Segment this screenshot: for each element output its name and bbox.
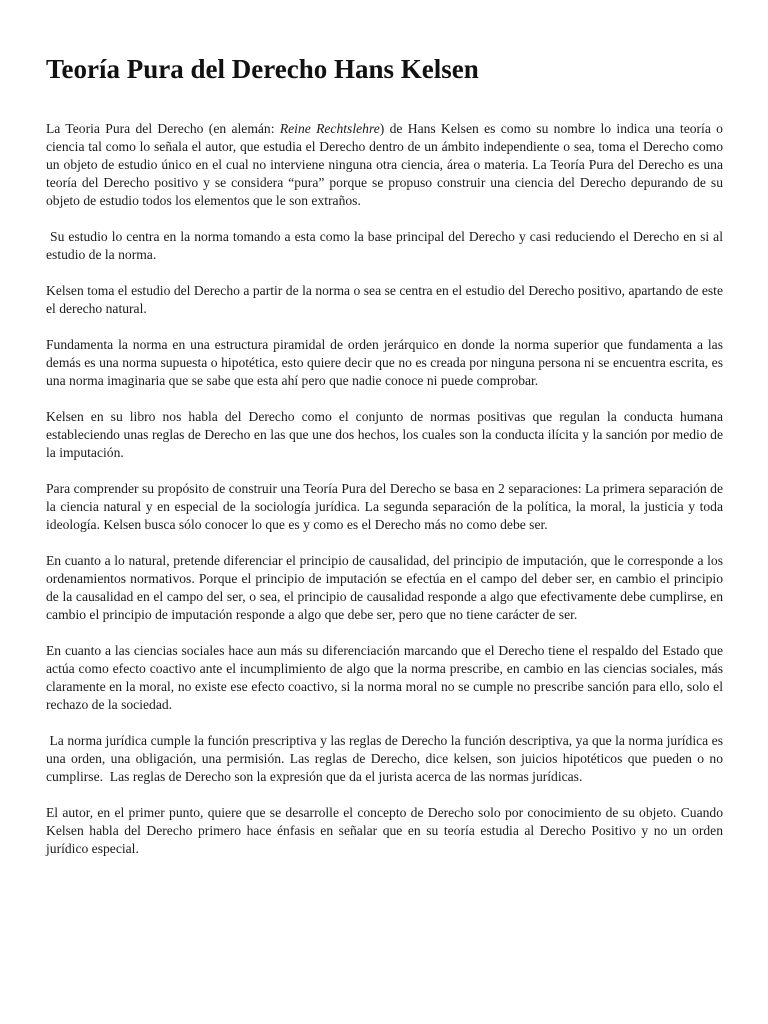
paragraph-6: En cuanto a lo natural, pretende diferenciar el principio de causalidad, del principio de imputación, que le corresponde a los ordenamientos normativos. Porque el principio de imputación se efectúa en el campo del deber ser, en cambio el principio de la causalidad en el campo del ser, o sea, el principio de causalidad responde a algo que efectivamente debe cumplirse, en cambio el principio de imputación responde a algo que debe ser, pero que no tiene carácter de ser. — [46, 553, 723, 622]
paragraph-intro — [46, 120, 723, 210]
document-body — [46, 120, 727, 858]
intro-italic-term: Reine Rechtslehre — [279, 121, 380, 136]
paragraph-4: Kelsen en su libro nos habla del Derecho como el conjunto de normas positivas que regulan la conducta humana estableciendo unas reglas de Derecho en las que une dos hechos, los cuales son la conducta ilícita y la sanción por medio de la imputación. — [46, 409, 723, 460]
paragraph-3: Fundamenta la norma en una estructura piramidal de orden jerárquico en donde la norma superior que fundamenta a las demás es una norma supuesta o hipotética, esto quiere decir que no es creada por ninguna persona ni se encuentra escrita, es una norma imaginaria que se sabe que esta ahí pero que nadie conoce ni puede comprobar. — [46, 337, 723, 388]
paragraph-9: El autor, en el primer punto, quiere que se desarrolle el concepto de Derecho solo por conocimiento de su objeto. Cuando Kelsen habla del Derecho primero hace énfasis en señalar que en su teoría estudia al Derecho Positivo y no un orden jurídico especial. — [46, 805, 723, 856]
paragraph-8: La norma jurídica cumple la función prescriptiva y las reglas de Derecho la función descriptiva, ya que la norma jurídica es una orden, una obligación, una permisión. Las reglas de Derecho, dice kelsen, son juicios hipotéticos que pueden o no cumplirse. Las reglas de Derecho son la expresión que da el jurista acerca de las normas jurídicas. — [46, 733, 727, 784]
page-title: Teoría Pura del Derecho Hans Kelsen — [46, 54, 479, 84]
document-page — [46, 0, 727, 876]
paragraph-2: Kelsen toma el estudio del Derecho a partir de la norma o sea se centra en el estudio del Derecho positivo, apartando de este el derecho natural. — [46, 283, 723, 316]
intro-text-start: La Teoria Pura del Derecho (en alemán: — [46, 121, 280, 136]
paragraph-5: Para comprender su propósito de construir una Teoría Pura del Derecho se basa en 2 separaciones: La primera separación de la ciencia natural y en especial de la sociología jurídica. La segunda separación de la política, la moral, la justicia y toda ideología. Kelsen busca sólo conocer lo que es y como es el Derecho más no como debe ser. — [46, 481, 723, 532]
intro-text-end: ) de Hans Kelsen es como su nombre lo indica una teoría o ciencia tal como lo señala el autor, que estudia el Derecho dentro de un ámbito independiente o sea, toma el Derecho como un objeto de estudio único en el cual no interviene ninguna otra ciencia, área o materia. La Teoría Pura del Derecho es una teoría del Derecho positivo y se considera “pura” porque se propuso construir una ciencia del Derecho depurando de su objeto de estudio todos los elementos que le son extraños. — [46, 121, 723, 208]
paragraph-1: Su estudio lo centra en la norma tomando a esta como la base principal del Derecho y casi reduciendo el Derecho en si al estudio de la norma. — [46, 229, 727, 262]
paragraph-7: En cuanto a las ciencias sociales hace aun más su diferenciación marcando que el Derecho tiene el respaldo del Estado que actúa como efecto coactivo ante el incumplimiento de algo que la norma prescribe, en cambio en las ciencias sociales, más claramente en la moral, no existe ese efecto coactivo, si la norma moral no se cumple no prescribe sanción para ello, solo el rechazo de la sociedad. — [46, 643, 723, 712]
